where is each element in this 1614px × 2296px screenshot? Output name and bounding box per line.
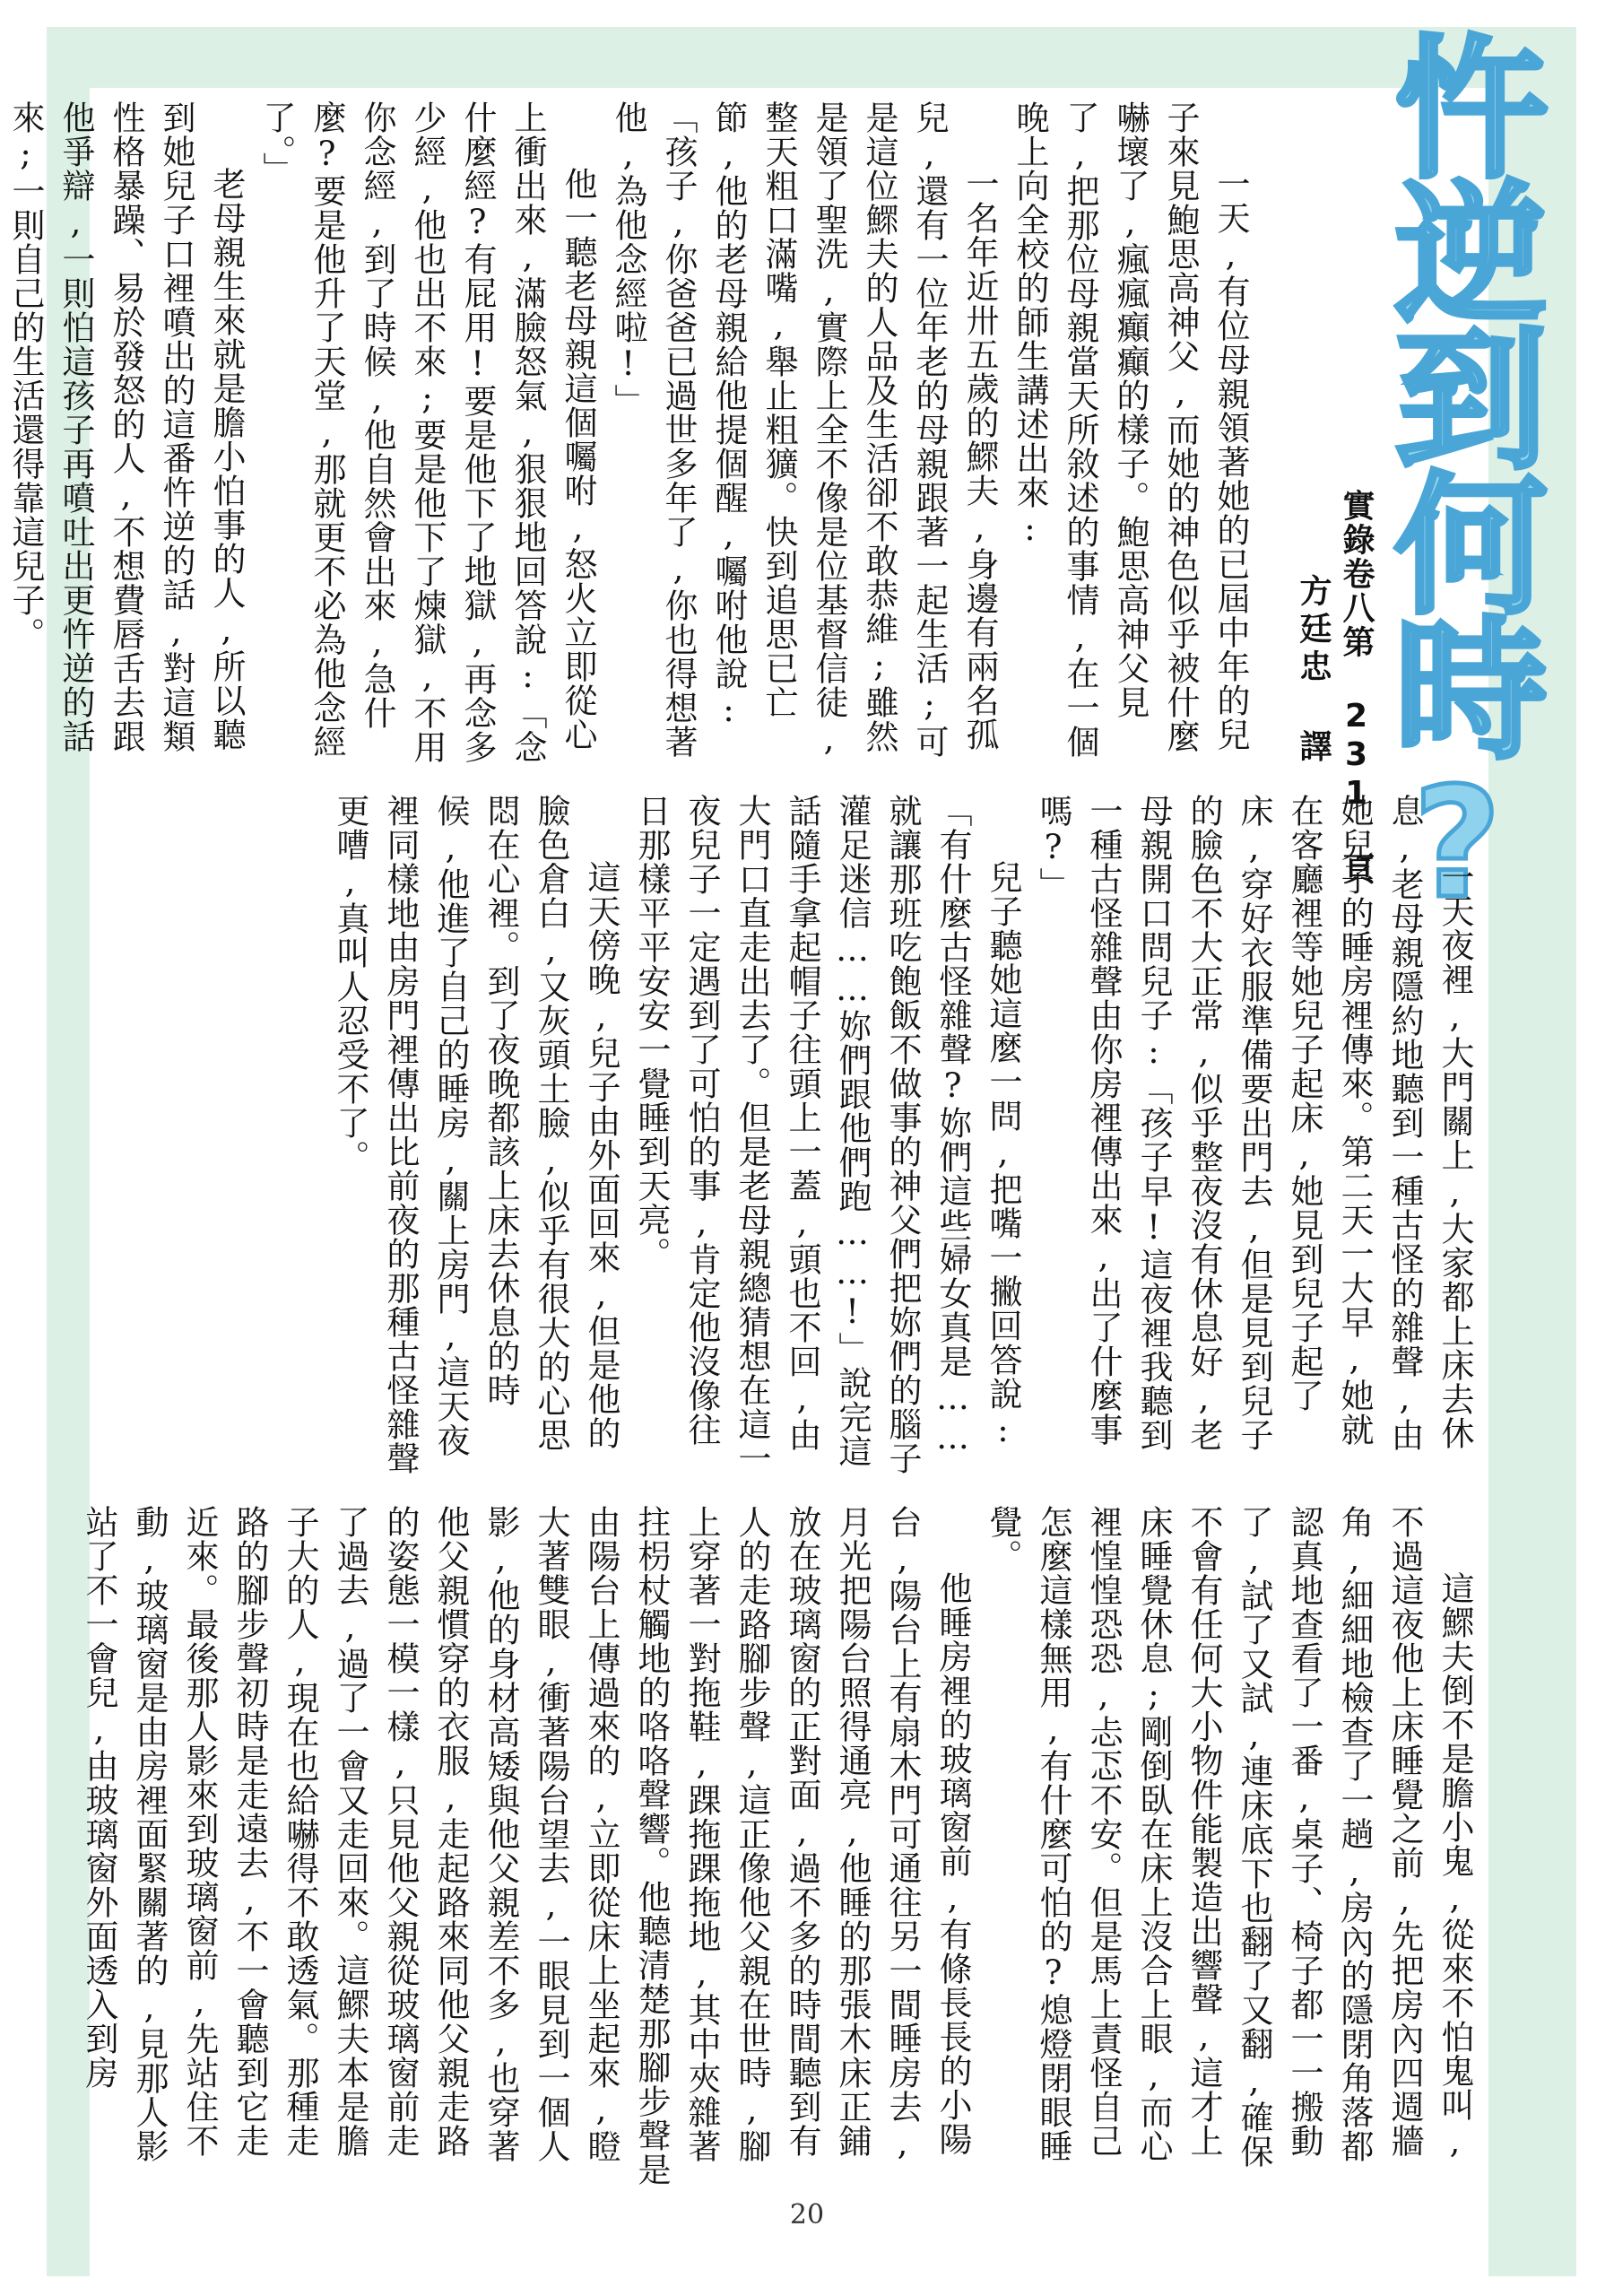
paragraph: 兒子聽她這麼一問,把嘴一撇回答說:「有什麼古怪雜聲?妳們這些婦女真是……就讓那班吃飽飯不做事的神父們把妳們的腦子灌足迷信……妳們跟他們跑……!」說完這話隨手拿起帽子往頭上一蓋,頭也不回,由大門口直走出去了。但是老母親總猜想在這一夜兒子一定遇到了可怕的事,肯定他沒像往日那樣平平安安一覺睡到天亮。 — [632, 794, 1022, 1475]
paragraph: 他一聽老母親這個囑咐,怒火立即從心上衝出來,滿臉怒氣,狠狠地回答說:「念什麼經?有屁用!要是他下了地獄,再念多少經,他也出不來;要是他下了煉獄,不用你念經,到了時候,他自然會出來,急什麼?要是他升了天堂,那就更不必為他念經了。」 — [257, 100, 597, 764]
paragraph: 一天夜裡,大門關上,大家都上床去休息,老母親隱約地聽到一種古怪的雜聲,由她兒子的睡房裡傳來。第二天一大早,她就在客廳裡等她兒子起床,她見到兒子起了床,穿好衣服準備要出門去,但是見到兒子的臉色不大正常,似乎整夜沒有休息好,老母親開口問兒子:「孩子早!這夜裡我聽到一種古怪雜聲由你房裡傳出來,出了什麼事嗎?」 — [1034, 794, 1474, 1452]
text-band-bottom — [80, 1505, 1480, 2187]
paragraph: 這天傍晚,兒子由外面回來,但是他的臉色倉白,又灰頭土臉,似乎有很大的心思悶在心裡。到了夜晚都該上床去休息的時候,他進了自己的睡房,關上房門,這天夜裡同樣地由房門裡傳出比前夜的那種古怪雜聲更嘈,真叫人忍受不了。 — [331, 794, 620, 1475]
translator-credit: 方廷忠 譯 — [1295, 574, 1332, 767]
source-reference: 實錄卷八第 231 頁 — [1338, 489, 1375, 886]
paragraph: 老母親生來就是膽小怕事的人,所以聽到她兒子口裡噴出的這番忤逆的話,對這類性格暴躁、易於發怒的人,不想費唇舌去跟他爭辯,一則怕這孩子再噴吐出更忤逆的話來;一則自己的生活還得靠這兒子。 — [6, 100, 246, 753]
paragraph: 這鰥夫倒不是膽小鬼,從來不怕鬼叫,不過這夜他上床睡覺之前,先把房內四週牆角,細細地檢查了一趟,房內的隱閉角落都認真地查看了一番,桌子、椅子都一一搬動了,試了又試,連床底下也翻了又翻,確保不會有任何大小物件能製造出響聲,這才上床睡覺休息;剛倒臥在床上沒合上眼,而心裡惶惶恐恐,忐忑不安。但是馬上責怪自己怎麼這樣無用,有什麼可怕的?熄燈閉眼睡覺。 — [984, 1505, 1474, 2169]
paragraph: 一天,有位母親領著她的已屆中年的兒子來見鮑思高神父,而她的神色似乎被什麼嚇壞了,瘋瘋癲癲的樣子。鮑思高神父見了,把那位母親當天所敘述的事情,在一個晚上向全校的師生講述出來: — [1011, 100, 1250, 759]
page-number: 20 — [789, 2199, 825, 2231]
text-band-top — [6, 100, 1255, 764]
paragraph: 他睡房裡的玻璃窗前,有條長長的小陽台,陽台上有扇木門可通往另一間睡房去,月光把陽台照得通亮,他睡的那張木床正鋪放在玻璃窗的正對面,過不多的時間聽到有人的走路腳步聲,這正像他父親在世時,腳上穿著一對拖鞋,踝拖踝拖地,其中夾雜著拄枴杖觸地的咯咯聲響。他聽清楚那腳步聲是由陽台上傳過來的,立即從床上坐起來,瞪大著雙眼,衝著陽台望去,一眼見到一個人影,他的身材高矮與他父親差不多,也穿著他父親慣穿的衣服,走起路來同他父親走路的姿態一模一樣,只見他父親從玻璃窗前走了過去,過了一會又走回來。這鰥夫本是膽子大的人,現在也給嚇得不敢透氣。那種走路的腳步聲初時是走遠去,不一會聽到它走近來。最後那人影來到玻璃窗前,先站住不動,玻璃窗是由房裡面緊關著的,見那人影站了不一會兒,由玻璃窗外面透入到房 — [80, 1505, 972, 2187]
text-band-middle — [134, 794, 1480, 1475]
paragraph: 一名年近卅五歲的鰥夫,身邊有兩名孤兒,還有一位年老的母親跟著一起生活;可是這位鰥夫的人品及生活卻不敢恭維;雖然是領了聖洗,實際上全不像是位基督信徒,整天粗口滿嘴,舉止粗獷。快到追思已亡節,他的老母親給他提個醒,囑咐他說:「孩子,你爸爸已過世多年了,你也得想著他,為他念經啦!」 — [609, 100, 999, 759]
article-title: 忤逆到何時? — [1368, 29, 1546, 926]
